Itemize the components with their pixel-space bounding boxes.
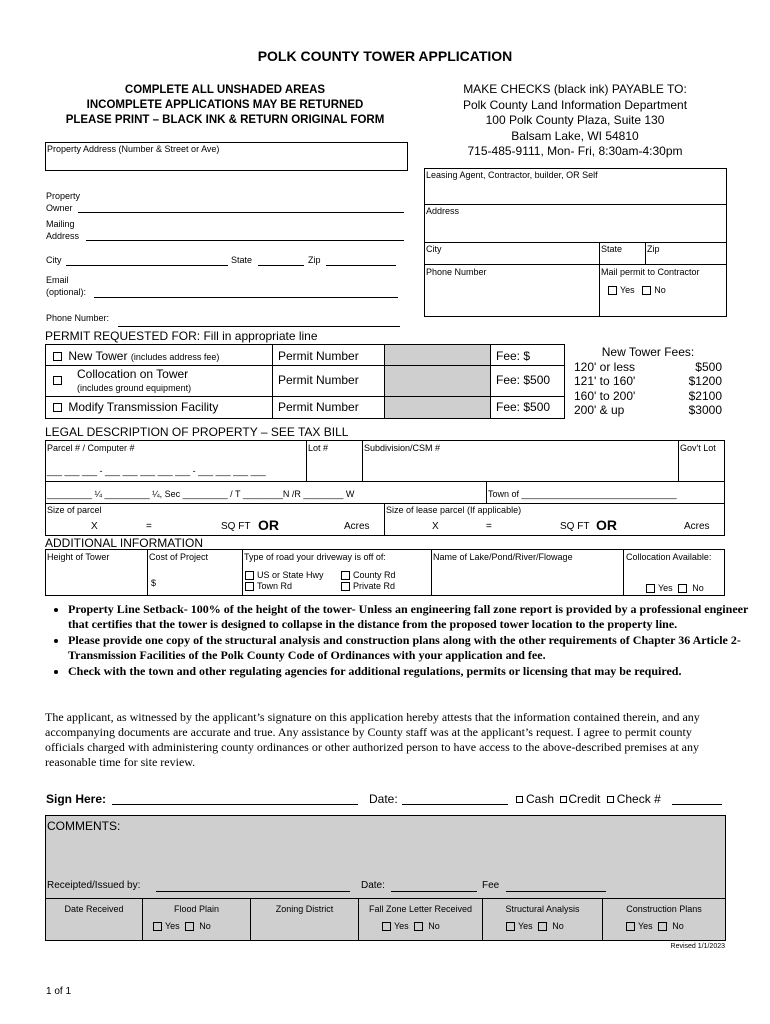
mail-permit-options <box>608 285 666 295</box>
road-label: Type of road your driveway is off of: <box>244 552 386 562</box>
fee-amount: $1200 <box>688 374 722 388</box>
cost-label: Cost of Project <box>149 552 209 562</box>
leasing-agent-label: Leasing Agent, Contractor, builder, OR Self <box>426 170 598 180</box>
permit-row-collocation <box>77 367 191 395</box>
town-field[interactable]: Town of _______________________________ <box>488 489 677 499</box>
email-field[interactable] <box>94 297 398 298</box>
payable-line: 100 Polk County Plaza, Suite 130 <box>485 113 665 127</box>
zoning-district-label: Zoning District <box>275 904 334 914</box>
fee-amount: $500 <box>695 359 722 374</box>
attestation-paragraph: The applicant, as witnessed by the applicant’s signature on this application hereby attests that the information contained therein, and any accompanying documents are accurate and true. Any assistance by County staff was at the applicant’s request. I agree to permit county officials charged with administering county ordinances or other authorized person to have access to the above-described premises at any reasonable time for site review. <box>45 710 700 769</box>
payable-line: Balsam Lake, WI 54810 <box>511 128 639 143</box>
permit-number-shade <box>384 345 491 418</box>
owner-city-label: City <box>46 255 62 265</box>
permit-row-modify <box>53 400 218 414</box>
owner-city-field[interactable] <box>66 265 228 266</box>
road-option <box>245 570 324 580</box>
fee-range: 121' to 160' <box>574 374 636 388</box>
permit-number-label: Permit Number <box>278 349 359 363</box>
requirements-list <box>40 602 758 680</box>
payable-line: 715-485-9111, Mon- Fri, 8:30am-4:30pm <box>467 144 683 158</box>
permit-number-label: Permit Number <box>278 400 359 414</box>
owner-state-field[interactable] <box>258 265 304 266</box>
subdivision-label: Subdivision/CSM # <box>364 443 441 453</box>
parcel-number-field[interactable]: ___ ___ ___ - ___ ___ ___ ___ ___ - ___ ___ ___ ___ <box>47 466 266 476</box>
fee-row <box>574 403 722 418</box>
fallzone-yes-checkbox[interactable] <box>382 922 391 931</box>
flood-yes-checkbox[interactable] <box>153 922 162 931</box>
x-label: X <box>91 521 98 532</box>
fee-amount: $2100 <box>688 388 722 403</box>
yes-label: Yes <box>165 921 180 931</box>
fall-zone-options <box>382 921 440 931</box>
fee-range: 200' & up <box>574 403 625 417</box>
structural-no-checkbox[interactable] <box>538 922 547 931</box>
date-received-label: Date Received <box>64 904 124 914</box>
agent-phone-label: Phone Number <box>426 267 487 277</box>
owner-zip-field[interactable] <box>326 265 396 266</box>
owner-name-field[interactable] <box>78 212 404 213</box>
owner-zip-label: Zip <box>308 255 321 265</box>
payable-line: Polk County Land Information Department <box>462 97 688 112</box>
construction-yes-checkbox[interactable] <box>626 922 635 931</box>
sqft-label: SQ FT <box>221 521 251 532</box>
email-label-line: Email <box>46 275 69 285</box>
permit-heading: PERMIT REQUESTED FOR: Fill in appropriate line <box>45 329 318 343</box>
agent-block <box>424 168 727 317</box>
office-use-box <box>45 815 726 941</box>
modify-facility-checkbox[interactable] <box>53 403 62 412</box>
permit-row-sub: (includes ground equipment) <box>77 383 192 393</box>
acres-label: Acres <box>684 521 710 532</box>
permit-row-label: Collocation on Tower <box>77 367 189 381</box>
construction-options <box>626 921 684 931</box>
county-rd-checkbox[interactable] <box>341 571 350 580</box>
owner-label <box>46 190 80 214</box>
fee-row <box>574 360 722 375</box>
no-label: No <box>654 285 666 295</box>
fee-range: 160' to 200' <box>574 388 636 403</box>
credit-checkbox[interactable] <box>560 796 567 803</box>
collocation-yes-checkbox[interactable] <box>646 584 655 593</box>
additional-heading: ADDITIONAL INFORMATION <box>45 536 204 550</box>
cash-label: Cash <box>526 792 555 806</box>
legal-heading: LEGAL DESCRIPTION OF PROPERTY – SEE TAX BILL <box>45 425 349 439</box>
fee-amount: $3000 <box>688 403 722 417</box>
instructions-block <box>45 83 405 128</box>
us-state-hwy-checkbox[interactable] <box>245 571 254 580</box>
fee-row <box>574 389 722 404</box>
additional-table <box>45 549 725 596</box>
no-label: No <box>692 583 704 593</box>
sqft-label: SQ FT <box>560 521 590 532</box>
cash-checkbox[interactable] <box>516 796 523 803</box>
property-address-label: Property Address (Number & Street or Ave) <box>47 144 220 154</box>
instruction-line: COMPLETE ALL UNSHADED AREAS <box>124 84 326 96</box>
signature-field[interactable] <box>112 804 358 805</box>
lot-label: Lot # <box>308 443 329 453</box>
requirement-item: • Check with the town and other regulating agencies for additional regulations, permits or licensing that may be required. <box>68 664 758 679</box>
fall-zone-label: Fall Zone Letter Received <box>368 904 473 914</box>
fees-title: New Tower Fees: <box>601 345 695 359</box>
or-label: OR <box>258 517 279 533</box>
page-number: 1 of 1 <box>46 986 72 997</box>
size-lease-label: Size of lease parcel (If applicable) <box>386 505 522 515</box>
owner-label-line: Owner <box>46 203 73 213</box>
structural-yes-checkbox[interactable] <box>506 922 515 931</box>
fee-range: 120' or less <box>574 359 635 374</box>
yes-label: Yes <box>658 583 673 593</box>
mailing-address-field[interactable] <box>86 240 404 241</box>
fee-label: Fee: $ <box>496 349 531 363</box>
legal-table <box>45 440 725 536</box>
property-address-field[interactable] <box>45 142 408 171</box>
office-date-field[interactable] <box>391 891 477 892</box>
email-label-line: (optional): <box>46 287 87 297</box>
construction-plans-label: Construction Plans <box>626 904 702 914</box>
agent-address-label: Address <box>426 206 460 216</box>
permit-row-sub: (includes address fee) <box>130 352 220 362</box>
owner-phone-field[interactable] <box>118 326 400 327</box>
structural-analysis-label: Structural Analysis <box>505 904 580 914</box>
road-option-label: Town Rd <box>257 581 293 591</box>
fallzone-no-checkbox[interactable] <box>414 922 423 931</box>
flood-plain-label: Flood Plain <box>173 904 220 914</box>
road-option <box>341 581 395 591</box>
requirement-item: • Please provide one copy of the structural analysis and construction plans along with the other requirements of Chapter 36 Article 2- Transmission Facilities of the Polk County Code of Ordinances with your application and fee. <box>68 633 758 663</box>
revised-date: Revised 1/1/2023 <box>670 943 725 950</box>
owner-state-label: State <box>231 255 253 265</box>
payable-block <box>420 82 730 160</box>
yes-label: Yes <box>638 921 653 931</box>
no-label: No <box>199 921 211 931</box>
town-rd-checkbox[interactable] <box>245 582 254 591</box>
flood-no-checkbox[interactable] <box>185 922 194 931</box>
collocation-options <box>646 583 704 593</box>
road-option <box>245 581 292 591</box>
comments-label: COMMENTS: <box>47 819 121 833</box>
acres-label: Acres <box>344 521 370 532</box>
new-tower-fees <box>574 345 722 418</box>
mail-permit-label: Mail permit to Contractor <box>601 267 700 277</box>
instruction-line: INCOMPLETE APPLICATIONS MAY BE RETURNED <box>86 99 364 111</box>
agent-zip-label: Zip <box>647 244 660 254</box>
mailing-label-line: Mailing <box>46 219 75 229</box>
payment-options <box>516 792 661 806</box>
office-fee-label: Fee <box>482 880 500 891</box>
size-parcel-label: Size of parcel <box>47 505 102 515</box>
flood-plain-options <box>153 921 211 931</box>
permit-row-label: New Tower <box>68 349 128 363</box>
check-checkbox[interactable] <box>607 796 614 803</box>
agent-city-label: City <box>426 244 442 254</box>
mail-permit-yes-checkbox[interactable] <box>608 286 617 295</box>
private-rd-checkbox[interactable] <box>341 582 350 591</box>
no-label: No <box>672 921 684 931</box>
no-label: No <box>428 921 440 931</box>
mail-permit-no-checkbox[interactable] <box>642 286 651 295</box>
page-title: POLK COUNTY TOWER APPLICATION <box>257 48 513 64</box>
instruction-line: PLEASE PRINT – BLACK INK & RETURN ORIGINAL FORM <box>65 114 385 126</box>
fee-row <box>574 374 722 389</box>
check-number-field[interactable] <box>672 804 722 805</box>
receipted-field[interactable] <box>156 891 350 892</box>
collocation-available-label: Collocation Available: <box>626 552 712 562</box>
road-option-label: Private Rd <box>353 581 396 591</box>
collocation-checkbox[interactable] <box>53 376 62 385</box>
mailing-label-line: Address <box>46 231 80 241</box>
or-label: OR <box>596 517 617 533</box>
lake-label: Name of Lake/Pond/River/Flowage <box>433 552 573 562</box>
x-label: X <box>432 521 439 532</box>
construction-no-checkbox[interactable] <box>658 922 667 931</box>
permit-table <box>45 344 565 419</box>
fee-label: Fee: $500 <box>496 400 551 414</box>
requirement-item: • Property Line Setback- 100% of the height of the tower- Unless an engineering fall zone report is provided by a professional engineer that certifies that the tower is designed to collapse in the distance from the proposed tower location to the property line. <box>68 602 758 632</box>
quarter-section-field[interactable]: _________ ¼ _________ ¼, Sec _________ / T ________N /R ________ W <box>47 489 355 499</box>
permit-row-label: Modify Transmission Facility <box>68 400 219 414</box>
no-label: No <box>552 921 564 931</box>
receipted-label: Receipted/Issued by: <box>47 880 141 891</box>
collocation-no-checkbox[interactable] <box>678 584 687 593</box>
sign-date-field[interactable] <box>402 804 508 805</box>
credit-label: Credit <box>568 792 601 806</box>
eq-label: = <box>486 521 492 532</box>
cost-dollar: $ <box>151 578 157 588</box>
road-option-label: County Rd <box>353 570 396 580</box>
agent-state-label: State <box>601 244 623 254</box>
mailing-address-label <box>46 218 79 242</box>
check-label: Check # <box>616 792 661 806</box>
new-tower-checkbox[interactable] <box>53 352 62 361</box>
parcel-label: Parcel # / Computer # <box>47 443 135 453</box>
email-label <box>46 274 86 298</box>
eq-label: = <box>146 521 152 532</box>
road-option-label: US or State Hwy <box>257 570 324 580</box>
payable-line: MAKE CHECKS (black ink) PAYABLE TO: <box>463 82 687 96</box>
sign-here-label: Sign Here: <box>46 792 107 806</box>
owner-phone-label: Phone Number: <box>46 313 110 323</box>
yes-label: Yes <box>518 921 533 931</box>
office-date-label: Date: <box>361 880 385 891</box>
structural-options <box>506 921 564 931</box>
office-fee-field[interactable] <box>506 891 606 892</box>
permit-number-label: Permit Number <box>278 373 359 387</box>
yes-label: Yes <box>394 921 409 931</box>
permit-row-new-tower <box>53 349 219 363</box>
sign-date-label: Date: <box>369 792 398 806</box>
collocation-checkbox-wrap <box>53 373 65 387</box>
yes-label: Yes <box>620 285 635 295</box>
height-label: Height of Tower <box>47 552 110 562</box>
owner-label-line: Property <box>46 191 81 201</box>
road-option <box>341 570 396 580</box>
fee-label: Fee: $500 <box>496 373 551 387</box>
govt-lot-label: Gov't Lot <box>680 443 716 453</box>
